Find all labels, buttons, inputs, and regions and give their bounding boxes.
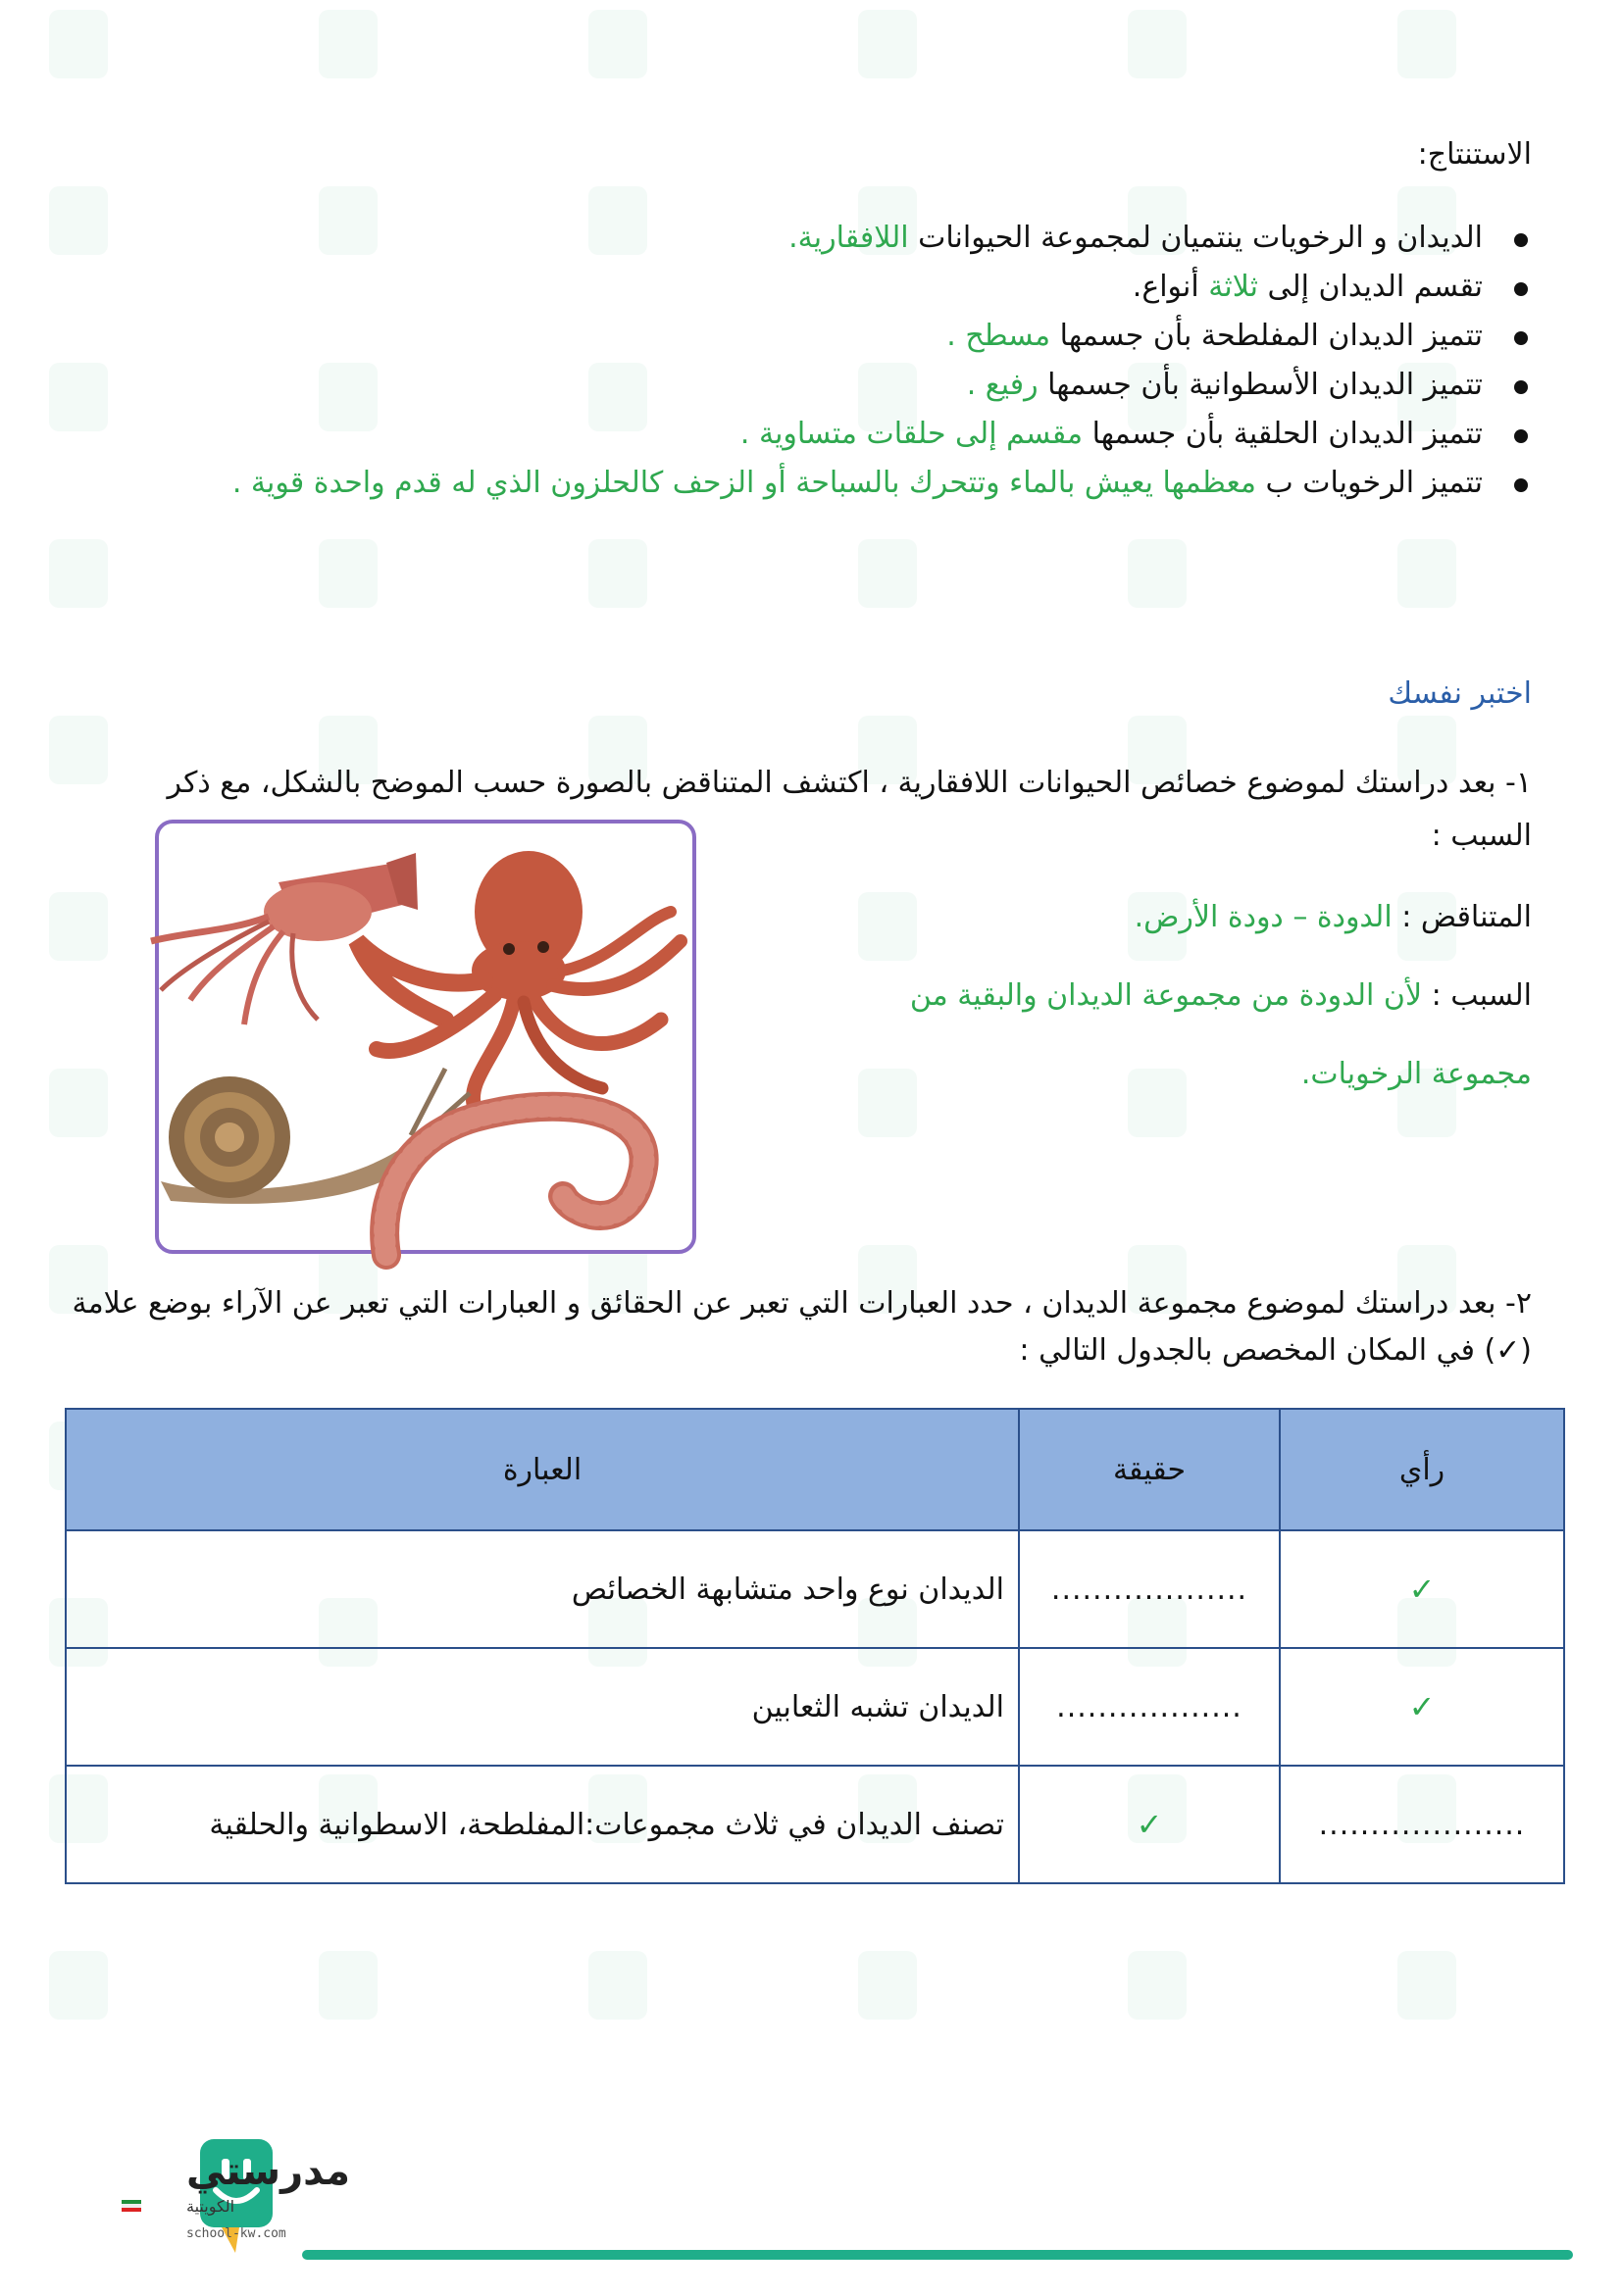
watermark-mark-icon [1397, 1951, 1456, 2020]
watermark-mark-icon [858, 892, 917, 961]
facts-opinions-table [65, 1408, 1565, 1884]
list-item: تتميز الرخويات ب معظمها يعيش بالماء وتتحرك بالسباحة أو الزحف كالحلزون الذي له قدم واحدة قوية . [80, 459, 1532, 508]
watermark-logo-icon [1397, 1951, 1564, 2059]
watermark-mark-icon [588, 10, 647, 78]
answer-text: معظمها يعيش بالماء وتتحرك بالسباحة أو الزحف كالحلزون الذي له قدم واحدة قوية . [231, 466, 1256, 500]
watermark-mark-icon [588, 539, 647, 608]
earthworm-icon [384, 1107, 643, 1255]
answer-text: مقسم إلى حلقات متساوية . [739, 417, 1084, 451]
header-fact: حقيقة [1019, 1409, 1280, 1530]
watermark-mark-icon [588, 1951, 647, 2020]
list-item: تقسم الديدان إلى ثلاثة أنواع. [80, 263, 1532, 312]
reason-answer-continued: مجموعة الرخويات. [1300, 1057, 1532, 1091]
watermark-logo-icon [1128, 10, 1294, 118]
list-item: الديدان و الرخويات ينتميان لمجموعة الحيوانات اللافقارية. [80, 214, 1532, 263]
watermark-mark-icon [319, 539, 378, 608]
watermark-logo-icon [49, 1951, 216, 2059]
header-statement: العبارة [66, 1409, 1019, 1530]
table-row [66, 1766, 1564, 1883]
watermark-mark-icon [1397, 10, 1456, 78]
watermark-logo-icon [49, 10, 216, 118]
answer-text: رفيع . [966, 368, 1039, 402]
bullet-icon [1514, 331, 1528, 345]
watermark-mark-icon [1128, 10, 1187, 78]
fact-cell[interactable]: ✓ [1019, 1766, 1280, 1883]
watermark-logo-icon [588, 10, 755, 118]
watermark-mark-icon [1128, 1069, 1187, 1137]
watermark-mark-icon [49, 1951, 108, 2020]
conclusion-list [80, 214, 1532, 508]
bullet-icon [1514, 478, 1528, 492]
footer-divider [302, 2250, 1573, 2260]
animals-image [155, 820, 696, 1254]
watermark-logo-icon [49, 539, 216, 647]
answer-text: ثلاثة [1208, 270, 1258, 304]
watermark-logo-icon [319, 539, 485, 647]
list-item: تتميز الديدان الأسطوانية بأن جسمها رفيع . [80, 361, 1532, 410]
reason-line [910, 978, 1532, 1013]
watermark-logo-icon [1397, 10, 1564, 118]
watermark-logo-icon [1128, 1951, 1294, 2059]
bullet-icon [1514, 380, 1528, 394]
squid-icon [151, 853, 418, 1024]
opinion-cell[interactable]: ✓ [1280, 1530, 1564, 1648]
answer-text: مسطح . [946, 319, 1051, 353]
watermark-logo-icon [858, 10, 1025, 118]
table-header-row [66, 1409, 1564, 1530]
conclusion-title: الاستنتاج: [1417, 137, 1532, 172]
statement-cell: تصنف الديدان في ثلاث مجموعات:المفلطحة، الاسطوانية والحلقية [66, 1766, 1019, 1883]
opinion-cell[interactable]: .................... [1280, 1766, 1564, 1883]
fact-cell[interactable]: .................. [1019, 1648, 1280, 1766]
statement-cell: الديدان نوع واحد متشابهة الخصائص [66, 1530, 1019, 1648]
watermark-logo-icon [319, 10, 485, 118]
watermark-mark-icon [858, 1951, 917, 2020]
watermark-mark-icon [319, 10, 378, 78]
watermark-mark-icon [49, 539, 108, 608]
watermark-logo-icon [319, 1951, 485, 2059]
watermark-mark-icon [858, 1069, 917, 1137]
watermark-mark-icon [49, 10, 108, 78]
watermark-logo-icon [858, 1069, 1025, 1176]
bullet-icon [1514, 282, 1528, 296]
watermark-mark-icon [49, 892, 108, 961]
watermark-logo-icon [858, 1951, 1025, 2059]
opinion-cell[interactable]: ✓ [1280, 1648, 1564, 1766]
fact-cell[interactable]: ................... [1019, 1530, 1280, 1648]
animals-illustration [151, 824, 692, 1258]
watermark-mark-icon [858, 539, 917, 608]
logo-name: مدرستي [186, 2149, 351, 2194]
reason-label: السبب : [1422, 978, 1532, 1013]
header-opinion: رأي [1280, 1409, 1564, 1530]
logo-url: school-kw.com [186, 2226, 286, 2241]
odd-answer: الدودة – دودة الأرض. [1134, 900, 1393, 934]
watermark-mark-icon [319, 1951, 378, 2020]
logo-mark-icon [29, 2106, 351, 2292]
watermark-mark-icon [858, 10, 917, 78]
list-item: تتميز الديدان المفلطحة بأن جسمها مسطح . [80, 312, 1532, 361]
table-row [66, 1648, 1564, 1766]
watermark-logo-icon [1128, 1069, 1294, 1176]
answer-text: اللافقارية. [788, 221, 909, 255]
watermark-mark-icon [1128, 539, 1187, 608]
watermark-mark-icon [1397, 539, 1456, 608]
statement-cell: الديدان تشبه الثعابين [66, 1648, 1019, 1766]
question-1-text: ١- بعد دراستك لموضوع خصائص الحيوانات اللافقارية ، اكتشف المتناقض بالصورة حسب الموضح بالشكل، مع ذكر السبب : [167, 766, 1532, 853]
bullet-icon [1514, 233, 1528, 247]
odd-label: المتناقض : [1392, 900, 1532, 934]
list-item: تتميز الديدان الحلقية بأن جسمها مقسم إلى حلقات متساوية . [80, 410, 1532, 459]
watermark-logo-icon [1128, 539, 1294, 647]
reason-answer: لأن الدودة من مجموعة الديدان والبقية من [909, 978, 1423, 1013]
bullet-icon [1514, 429, 1528, 443]
watermark-mark-icon [1128, 1951, 1187, 2020]
watermark-logo-icon [588, 1951, 755, 2059]
watermark-logo-icon [1397, 539, 1564, 647]
watermark-mark-icon [49, 1069, 108, 1137]
table-row [66, 1530, 1564, 1648]
watermark-logo-icon [858, 539, 1025, 647]
test-yourself-title: اختبر نفسك [1388, 676, 1532, 711]
odd-one-out-line [1135, 900, 1532, 934]
logo-subtitle: الكويتية [186, 2197, 235, 2216]
question-2-text: ٢- بعد دراستك لموضوع مجموعة الديدان ، حدد العبارات التي تعبر عن الحقائق و العبارات التي تعبر عن الآراء بوضع علامة (✓) في المكان المخصص بالجدول التالي : [72, 1286, 1532, 1368]
watermark-logo-icon [588, 539, 755, 647]
madrasati-logo [29, 2106, 351, 2292]
